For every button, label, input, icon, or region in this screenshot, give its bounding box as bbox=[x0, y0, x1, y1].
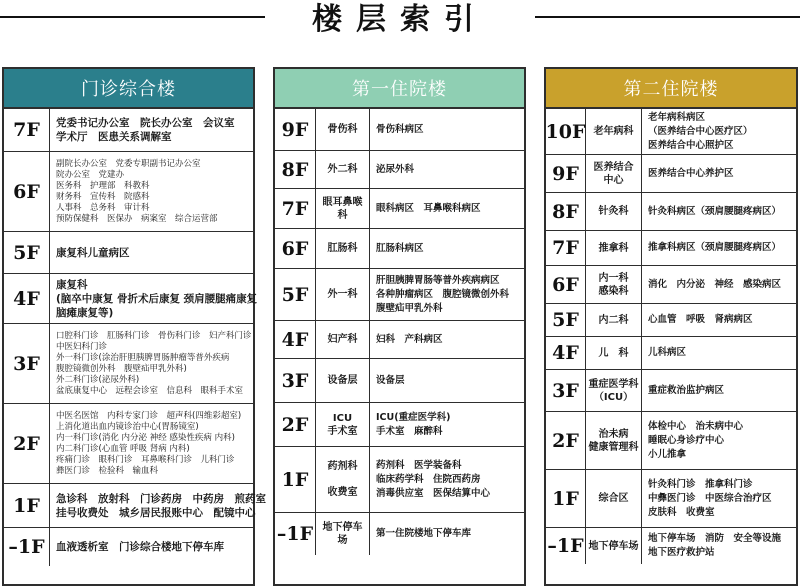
department-name: 设备层 bbox=[316, 359, 370, 402]
floor-label: 8F bbox=[275, 151, 316, 188]
floor-content-line: （医养结合中心医疗区） bbox=[648, 125, 753, 137]
floor-label: 3F bbox=[275, 359, 316, 402]
department-name: 医养结合 中心 bbox=[586, 155, 642, 192]
floor-content-line: 儿科病区 bbox=[648, 347, 687, 358]
floor-content-line: 骨伤科病区 bbox=[376, 123, 424, 135]
department-name: 针灸科 bbox=[586, 193, 642, 230]
floor-row bbox=[546, 109, 796, 155]
department-name: 外二科 bbox=[316, 151, 370, 188]
building-header-inpatient-2 bbox=[546, 69, 796, 109]
department-name: 骨伤科 bbox=[316, 109, 370, 150]
floor-content-line: 设备层 bbox=[376, 374, 405, 386]
department-name: 推拿科 bbox=[586, 231, 642, 265]
floor-label: 9F bbox=[546, 155, 586, 192]
floor-content-line: 外二科门诊(泌尿外科) bbox=[56, 374, 140, 385]
floor-content-line: 泌尿外科 bbox=[376, 163, 415, 175]
floor-list bbox=[275, 109, 524, 555]
floor-row bbox=[546, 337, 796, 370]
floor-row bbox=[275, 321, 524, 359]
floor-content-line: 药剂科 医学装备科 bbox=[376, 459, 462, 471]
floor-content-line: 盆底康复中心 远程会诊室 信息科 眼科手术室 bbox=[56, 385, 244, 396]
floor-content-line: 脑瘫康复等) bbox=[56, 306, 114, 319]
floor-row bbox=[546, 155, 796, 193]
floor-content bbox=[642, 470, 796, 527]
department-name: 儿 科 bbox=[586, 337, 642, 369]
floor-row bbox=[546, 470, 796, 528]
floor-content-line: 中彝医门诊 中医综合治疗区 bbox=[648, 492, 772, 504]
floor-row bbox=[275, 189, 524, 229]
floor-label: 7F bbox=[275, 189, 316, 228]
floor-content-line: 体检中心 治未病中心 bbox=[648, 420, 744, 432]
floor-label: 5F bbox=[546, 304, 586, 336]
building-panel-inpatient-1 bbox=[273, 67, 526, 586]
floor-content-line: 人事科 总务科 审计科 bbox=[56, 202, 150, 213]
floor-content bbox=[370, 151, 524, 188]
floor-row bbox=[4, 274, 258, 324]
floor-list bbox=[4, 109, 266, 566]
floor-content-line: 党委书记办公室 院长办公室 会议室 bbox=[56, 117, 235, 129]
floor-content bbox=[50, 484, 272, 527]
floor-content bbox=[50, 109, 253, 151]
floor-label: 3F bbox=[546, 370, 586, 411]
department-name: 地下停车场 bbox=[316, 513, 370, 555]
floor-content-line: 第一住院楼地下停车库 bbox=[376, 528, 472, 539]
floor-content-line: 临床药学科 住院西药房 bbox=[376, 473, 481, 485]
floor-row bbox=[275, 359, 524, 403]
floor-label: 6F bbox=[546, 266, 586, 303]
floor-label: 4F bbox=[275, 321, 316, 358]
floor-row bbox=[275, 269, 524, 321]
floor-content-line: 肛肠科病区 bbox=[376, 242, 424, 254]
floor-row bbox=[4, 152, 253, 232]
floor-row bbox=[275, 447, 524, 513]
department-name: 药剂科 收费室 bbox=[316, 447, 370, 512]
floor-content-line: (脑卒中康复 骨折术后康复 颈肩腰腿痛康复 bbox=[56, 292, 258, 305]
floor-content bbox=[50, 404, 253, 483]
floor-content bbox=[370, 269, 524, 320]
floor-label: 1F bbox=[546, 470, 586, 527]
floor-content bbox=[50, 152, 253, 231]
department-name: 眼耳鼻喉科 bbox=[316, 189, 370, 228]
floor-content-line: 消化 内分泌 神经 感染病区 bbox=[648, 278, 782, 290]
floor-row bbox=[275, 513, 524, 555]
floor-content bbox=[642, 193, 796, 230]
floor-content-line: 各种肿瘤病区 腹腔镜微创外科 bbox=[376, 288, 510, 300]
floor-content-line: 地下停车场 消防 安全等设施 bbox=[648, 533, 782, 544]
floor-content-line: 心血管 呼吸 肾病病区 bbox=[648, 314, 753, 325]
floor-label: 6F bbox=[4, 152, 50, 231]
floor-content-line: 内一科门诊(消化 内分泌 神经 感染性疾病 内科) bbox=[56, 432, 235, 443]
department-name: 妇产科 bbox=[316, 321, 370, 358]
floor-row bbox=[546, 304, 796, 337]
building-name: 第一住院楼 bbox=[352, 79, 447, 100]
floor-content bbox=[50, 528, 253, 566]
floor-label: 4F bbox=[546, 337, 586, 369]
department-name: 治未病 健康管理科 bbox=[586, 412, 642, 469]
floor-row bbox=[4, 109, 253, 152]
floor-content bbox=[370, 403, 524, 446]
floor-label: 5F bbox=[4, 232, 50, 273]
floor-content-line: 眼科病区 耳鼻喉科病区 bbox=[376, 202, 481, 214]
floor-content bbox=[642, 528, 796, 564]
floor-content-line: 中医妇科门诊 bbox=[56, 341, 108, 352]
floor-content-line: 内二科门诊(心血管 呼吸 肾病 内科) bbox=[56, 443, 190, 454]
department-name: 重症医学科 （ICU） bbox=[586, 370, 642, 411]
floor-label: 5F bbox=[275, 269, 316, 320]
floor-content bbox=[370, 513, 524, 555]
floor-label: –1F bbox=[4, 528, 50, 566]
floor-label: –1F bbox=[546, 528, 586, 564]
floor-label: 8F bbox=[546, 193, 586, 230]
department-name: 内二科 bbox=[586, 304, 642, 336]
floor-content bbox=[370, 359, 524, 402]
floor-content-line: 上消化道出血内镜诊治中心(胃肠镜室) bbox=[56, 421, 199, 432]
floor-content-line: 重症救治监护病区 bbox=[648, 384, 725, 396]
floor-content-line: 肝胆胰脾胃肠等普外疾病病区 bbox=[376, 274, 500, 286]
floor-label: –1F bbox=[275, 513, 316, 555]
floor-content bbox=[50, 232, 253, 273]
floor-content bbox=[370, 189, 524, 228]
floor-content-line: 挂号收费处 城乡居民报账中心 配镜中心 bbox=[56, 506, 256, 519]
floor-content-line: 腹腔镜微创外科 腹壁疝甲乳外科) bbox=[56, 363, 187, 374]
floor-label: 2F bbox=[4, 404, 50, 483]
floor-label: 1F bbox=[4, 484, 50, 527]
floor-row bbox=[275, 109, 524, 151]
floor-label: 7F bbox=[546, 231, 586, 265]
floor-row bbox=[546, 412, 796, 470]
floor-content-line: 消毒供应室 医保结算中心 bbox=[376, 487, 491, 499]
floor-list bbox=[546, 109, 796, 564]
floor-label: 2F bbox=[275, 403, 316, 446]
floor-content-line: 睡眠心身诊疗中心 bbox=[648, 434, 725, 446]
floor-row bbox=[546, 231, 796, 266]
floor-content bbox=[642, 412, 796, 469]
floor-content bbox=[50, 324, 258, 403]
building-name: 门诊综合楼 bbox=[81, 79, 176, 100]
floor-row bbox=[4, 324, 253, 404]
department-name: 外一科 bbox=[316, 269, 370, 320]
floor-label: 6F bbox=[275, 229, 316, 268]
floor-content-line: 预防保健科 医保办 病案室 综合运营部 bbox=[56, 213, 218, 224]
floor-content-line: 学术厅 医患关系调解室 bbox=[56, 131, 172, 143]
floor-content-line: 口腔科门诊 肛肠科门诊 骨伤科门诊 妇产科门诊 bbox=[56, 330, 252, 341]
floor-content bbox=[642, 231, 796, 265]
floor-content bbox=[642, 109, 796, 154]
floor-label: 7F bbox=[4, 109, 50, 151]
floor-content-line: 院办公室 党建办 bbox=[56, 169, 125, 180]
floor-content bbox=[642, 155, 796, 192]
floor-label: 3F bbox=[4, 324, 50, 403]
floor-content bbox=[370, 229, 524, 268]
floor-content-line: 医养结合中心养护区 bbox=[648, 167, 734, 179]
floor-content bbox=[642, 370, 796, 411]
floor-row bbox=[546, 528, 796, 564]
floor-content-line: 地下医疗救护站 bbox=[648, 547, 715, 558]
floor-content-line: 康复科 bbox=[56, 278, 88, 291]
department-name: 地下停车场 bbox=[586, 528, 642, 564]
floor-label: 1F bbox=[275, 447, 316, 512]
floor-content bbox=[50, 274, 263, 323]
floor-content-line: 推拿科病区（颈肩腰腿疼病区） bbox=[648, 242, 782, 253]
building-panel-inpatient-2 bbox=[544, 67, 798, 586]
floor-row bbox=[4, 404, 253, 484]
floor-row bbox=[275, 151, 524, 189]
floor-content bbox=[370, 447, 524, 512]
department-name: 综合区 bbox=[586, 470, 642, 527]
department-name: ICU 手术室 bbox=[316, 403, 370, 446]
floor-content bbox=[370, 321, 524, 358]
department-name: 内一科 感染科 bbox=[586, 266, 642, 303]
floor-content-line: 针灸科病区（颈肩腰腿疼病区） bbox=[648, 205, 782, 217]
floor-content bbox=[642, 304, 796, 336]
floor-row bbox=[4, 484, 266, 528]
floor-content-line: 血液透析室 门诊综合楼地下停车库 bbox=[56, 541, 224, 553]
floor-content bbox=[370, 109, 524, 150]
building-header-outpatient bbox=[4, 69, 253, 109]
building-name: 第二住院楼 bbox=[623, 79, 719, 100]
floor-content-line: 彝医门诊 检验科 输血科 bbox=[56, 465, 159, 476]
floor-content-line: 外一科门诊(涂治肝胆胰脾胃肠肿瘤等普外疾病 bbox=[56, 352, 230, 363]
floor-content-line: 皮肤科 收费室 bbox=[648, 506, 715, 518]
floor-row bbox=[546, 266, 796, 304]
building-header-inpatient-1 bbox=[275, 69, 524, 109]
floor-label: 4F bbox=[4, 274, 50, 323]
floor-content-line: 医务科 护理部 科教科 bbox=[56, 180, 150, 191]
floor-content-line: 手术室 麻醉科 bbox=[376, 425, 443, 437]
floor-row bbox=[546, 193, 796, 231]
floor-content-line: ICU(重症医学科) bbox=[376, 411, 451, 423]
floor-row bbox=[4, 528, 253, 566]
floor-content-line: 财务科 宣传科 院感科 bbox=[56, 191, 150, 202]
floor-row bbox=[275, 229, 524, 269]
floor-content-line: 妇科 产科病区 bbox=[376, 333, 443, 345]
floor-label: 10F bbox=[546, 109, 586, 154]
department-name: 老年病科 bbox=[586, 109, 642, 154]
floor-content-line: 疼痛门诊 眼科门诊 耳鼻喉科门诊 儿科门诊 bbox=[56, 454, 235, 465]
floor-content-line: 小儿推拿 bbox=[648, 448, 687, 460]
floor-content-line: 针灸科门诊 推拿科门诊 bbox=[648, 478, 753, 490]
floor-row bbox=[275, 403, 524, 447]
floor-label: 9F bbox=[275, 109, 316, 150]
floor-row bbox=[4, 232, 253, 274]
floor-content-line: 副院长办公室 党委专职副书记办公室 bbox=[56, 158, 201, 169]
floor-content bbox=[642, 337, 796, 369]
floor-label: 2F bbox=[546, 412, 586, 469]
floor-content-line: 中医名医馆 内科专家门诊 超声科(四维彩超室) bbox=[56, 410, 242, 421]
floor-content-line: 急诊科 放射科 门诊药房 中药房 煎药室 bbox=[56, 492, 266, 505]
floor-content-line: 康复科儿童病区 bbox=[56, 246, 130, 259]
building-panel-outpatient bbox=[2, 67, 266, 586]
floor-content-line: 医养结合中心照护区 bbox=[648, 139, 734, 151]
page-title: 楼层索引 bbox=[312, 2, 488, 37]
floor-content bbox=[642, 266, 796, 303]
department-name: 肛肠科 bbox=[316, 229, 370, 268]
floor-row bbox=[546, 370, 796, 412]
floor-content-line: 老年病科病区 bbox=[648, 111, 706, 123]
floor-content-line: 腹壁疝甲乳外科 bbox=[376, 302, 443, 314]
